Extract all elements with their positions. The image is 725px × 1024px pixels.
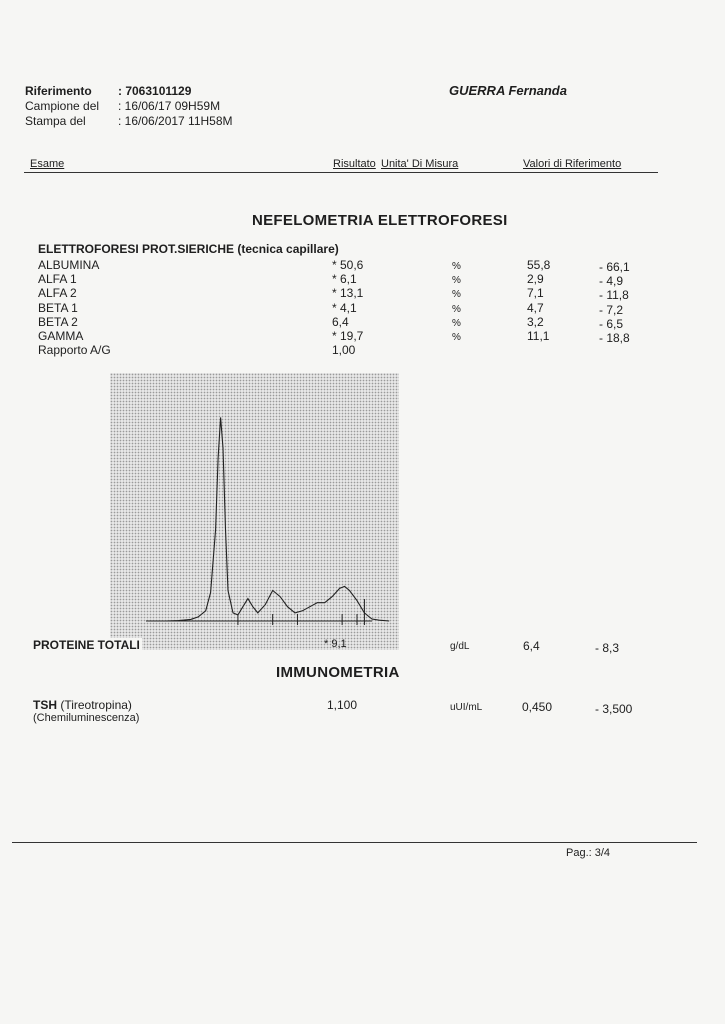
footer-rule xyxy=(12,842,697,843)
row-unit: % xyxy=(452,275,461,287)
proteine-totali-ref-low: 6,4 xyxy=(523,639,540,653)
tsh-result: 1,100 xyxy=(327,698,358,712)
row-name: BETA 2 xyxy=(38,314,78,329)
row-result: * 19,7 xyxy=(332,329,364,343)
riferimento-label: Riferimento xyxy=(25,84,92,98)
row-name: BETA 1 xyxy=(38,300,78,315)
row-unit: % xyxy=(452,332,461,343)
tsh-desc: (Tireotropina) xyxy=(57,698,132,712)
tsh-ref-low: 0,450 xyxy=(522,700,553,714)
patient-name: GUERRA Fernanda xyxy=(449,83,567,98)
row-ref-high: - 18,8 xyxy=(599,331,630,345)
tsh-ref-high: - 3,500 xyxy=(595,702,633,716)
col-esame: Esame xyxy=(30,158,65,170)
row-ref-low: 3,2 xyxy=(527,314,544,329)
tsh-name: TSH xyxy=(33,698,57,712)
page-number: Pag.: 3/4 xyxy=(566,847,611,859)
stampa-label: Stampa del xyxy=(25,114,86,128)
row-unit: % xyxy=(452,303,461,315)
row-ref-low: 11,1 xyxy=(527,329,550,343)
row-ref-high: - 11,8 xyxy=(599,288,629,303)
proteine-totali-unit: g/dL xyxy=(450,641,470,652)
row-ref-low: 7,1 xyxy=(527,286,544,301)
row-ref-high: - 6,5 xyxy=(599,316,624,331)
row-name: GAMMA xyxy=(38,329,84,343)
row-name: Rapporto A/G xyxy=(38,343,111,358)
stampa-value: : 16/06/2017 11H58M xyxy=(118,114,233,128)
row-ref-high: - 7,2 xyxy=(599,302,624,317)
electrophoresis-chart xyxy=(110,373,399,650)
electrophoresis-plot xyxy=(110,373,399,650)
tsh-method: (Chemiluminescenza) xyxy=(33,712,140,724)
riferimento-value: : 7063101129 xyxy=(118,84,192,98)
row-result: 6,4 xyxy=(332,314,349,329)
row-unit: % xyxy=(452,317,461,329)
tsh-label xyxy=(33,698,132,712)
campione-value: : 16/06/17 09H59M xyxy=(118,99,221,113)
col-valori: Valori di Riferimento xyxy=(523,158,622,170)
row-result: 1,00 xyxy=(332,343,356,358)
row-name: ALFA 2 xyxy=(38,286,77,301)
row-ref-low: 2,9 xyxy=(527,272,544,287)
row-name: ALFA 1 xyxy=(38,272,77,287)
proteine-totali-result: * 9,1 xyxy=(324,638,347,650)
proteine-totali-label: PROTEINE TOTALI xyxy=(33,638,140,652)
campione-label: Campione del xyxy=(25,99,100,113)
row-ref-low: 55,8 xyxy=(527,258,551,272)
col-unita: Unita' Di Misura xyxy=(381,158,459,170)
row-result: * 6,1 xyxy=(332,272,357,287)
proteine-totali-ref-high: - 8,3 xyxy=(595,641,620,655)
row-ref-high: - 66,1 xyxy=(599,260,630,274)
row-result: * 4,1 xyxy=(332,300,357,315)
tsh-unit: uUI/mL xyxy=(450,702,483,713)
section-title-immunometria: IMMUNOMETRIA xyxy=(276,664,400,681)
header-rule xyxy=(24,172,658,173)
row-ref-high: - 4,9 xyxy=(599,274,624,289)
row-ref-low: 4,7 xyxy=(527,300,544,315)
row-result: * 13,1 xyxy=(332,286,364,301)
col-risultato: Risultato xyxy=(333,158,376,170)
row-result: * 50,6 xyxy=(332,258,364,272)
row-name: ALBUMINA xyxy=(38,258,100,272)
row-unit: % xyxy=(452,289,461,301)
row-unit: % xyxy=(452,261,461,272)
series-line xyxy=(166,417,389,621)
section-title-nefelometria: NEFELOMETRIA ELETTROFORESI xyxy=(252,212,508,229)
subsection-title: ELETTROFORESI PROT.SIERICHE (tecnica capillare) xyxy=(38,242,339,256)
